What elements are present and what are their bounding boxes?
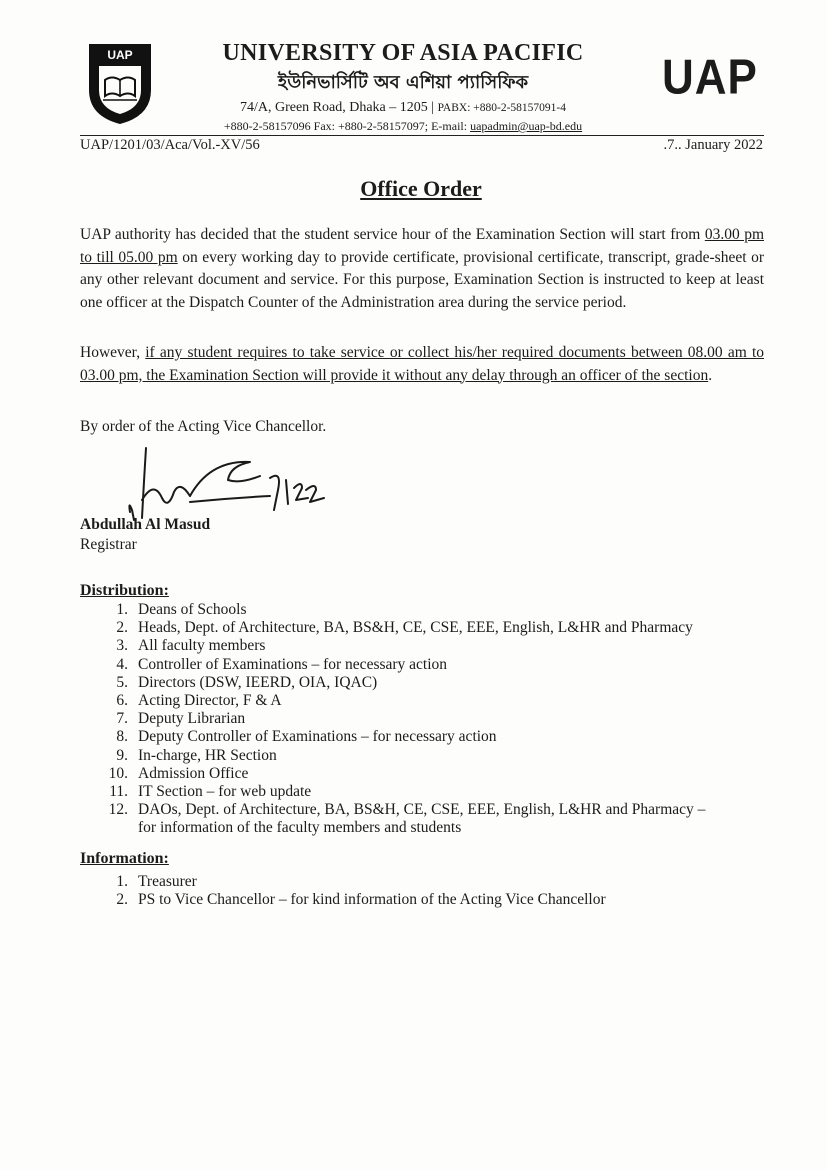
list-item: [80, 656, 770, 674]
item-text: Admission Office: [138, 764, 249, 782]
item-number: 10.: [108, 764, 128, 782]
paragraph-2: [80, 342, 764, 387]
logo-text: UAP: [107, 48, 133, 62]
item-number: 8.: [116, 728, 128, 746]
p1-start: UAP authority has decided that the student service hour of the Examination Section will start from: [80, 226, 705, 243]
list-item: [80, 783, 770, 801]
university-name-bangla: ইউনিভার্সিটি অব এশিয়া প্যাসিফিক: [277, 72, 529, 93]
university-name-english: UNIVERSITY OF ASIA PACIFIC: [222, 40, 584, 66]
information-list: [80, 873, 770, 909]
item-text-continued: for information of the faculty members and students: [138, 819, 462, 837]
item-number: 2.: [116, 891, 128, 909]
item-text: Controller of Examinations – for necessary action: [138, 655, 448, 673]
list-item: [80, 637, 770, 655]
list-item: [80, 891, 770, 909]
distribution-list: [80, 601, 770, 838]
item-number: 11.: [109, 783, 128, 801]
list-item: [80, 728, 770, 746]
list-item: [80, 710, 770, 728]
item-text: Deputy Librarian: [138, 710, 246, 728]
list-item: [80, 692, 770, 710]
signer-name: Abdullah Al Masud: [80, 516, 211, 533]
p1-rest: on every working day to provide certificate, provisional certificate, transcript, grade-sheet or any other relevant document and service. For this purpose, Examination Section is instructed to keep at least one officer at the Dispatch Counter of the Administration area during the service period.: [80, 248, 764, 311]
item-number: 6.: [116, 692, 128, 710]
list-item: [80, 765, 770, 783]
information-heading: Information:: [80, 850, 169, 867]
item-number: 3.: [116, 637, 128, 655]
item-text: All faculty members: [138, 637, 266, 655]
uap-wordmark: UAP: [662, 50, 758, 105]
contact-line: [140, 119, 666, 134]
item-number: 9.: [116, 746, 128, 764]
header-divider: [80, 135, 764, 136]
pabx-text: PABX: +880-2-58157091-4: [437, 102, 566, 114]
address-text: 74/A, Green Road, Dhaka – 1205 |: [239, 100, 435, 115]
item-number: 2.: [116, 619, 128, 637]
list-item: [80, 747, 770, 765]
p2-underlined: if any student requires to take service or collect his/her required documents between 08.00 am to 03.00 pm, the Examination Section will provide it without any delay through an officer of the section: [80, 344, 764, 384]
p2-end: .: [708, 366, 713, 384]
paragraph-1: [80, 224, 764, 314]
university-logo: [85, 40, 155, 126]
item-text: PS to Vice Chancellor – for kind information of the Acting Vice Chancellor: [138, 891, 606, 909]
item-number: 1.: [116, 601, 128, 618]
list-item: [80, 601, 770, 619]
item-text: In-charge, HR Section: [138, 746, 277, 764]
address-line: [160, 100, 646, 116]
p1-service-time: 03.00 pm to till 05.00 pm: [80, 226, 764, 266]
item-number: 7.: [116, 710, 128, 728]
signer-title: Registrar: [80, 536, 137, 553]
list-item: [80, 619, 770, 637]
memo-date: .7.. January 2022: [663, 137, 763, 153]
distribution-heading: Distribution:: [80, 582, 169, 599]
item-text: IT Section – for web update: [138, 783, 312, 801]
item-text: DAOs, Dept. of Architecture, BA, BS&H, CE, CSE, EEE, English, L&HR and Pharmacy –: [138, 801, 706, 819]
list-item: [80, 674, 770, 692]
item-number: 5.: [116, 673, 128, 691]
page-title: Office Order: [360, 176, 482, 201]
item-number: 1.: [116, 873, 128, 890]
p2-start: However,: [80, 344, 146, 361]
item-text: Deans of Schools: [138, 601, 247, 618]
list-item: [80, 801, 770, 837]
item-number: 4.: [116, 655, 128, 673]
by-order-line: By order of the Acting Vice Chancellor.: [80, 418, 327, 435]
item-text: Deputy Controller of Examinations – for necessary action: [138, 728, 497, 746]
memo-reference: UAP/1201/03/Aca/Vol.-XV/56: [80, 137, 260, 153]
item-number: 12.: [108, 801, 128, 819]
item-text: Directors (DSW, IEERD, OIA, IQAC): [138, 673, 378, 691]
email-link[interactable]: uapadmin@uap-bd.edu: [470, 119, 583, 133]
item-text: Treasurer: [138, 873, 197, 890]
item-text: Acting Director, F & A: [138, 692, 282, 710]
item-text: Heads, Dept. of Architecture, BA, BS&H, CE, CSE, EEE, English, L&HR and Pharmacy: [138, 619, 693, 637]
list-item: [80, 873, 770, 891]
contact-text: +880-2-58157096 Fax: +880-2-58157097; E-mail:: [223, 119, 468, 133]
